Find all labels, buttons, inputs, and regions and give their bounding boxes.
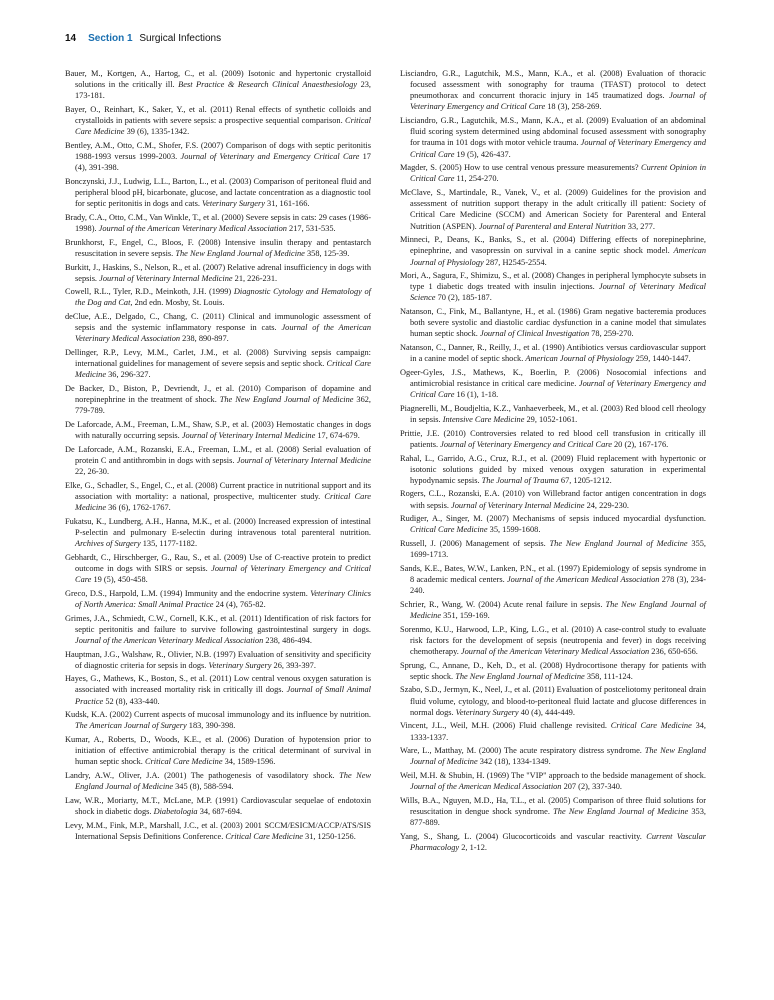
reference-citation: 22, 26-30. <box>75 467 110 477</box>
reference-journal: Veterinary Surgery <box>208 660 272 670</box>
reference-entry <box>400 342 706 364</box>
reference-entry <box>400 488 706 510</box>
reference-citation: 207 (2), 337-340. <box>561 782 622 792</box>
reference-citation: 16 (1), 1-18. <box>454 390 499 400</box>
reference-citation: 353, 877-889. <box>410 807 706 828</box>
reference-citation: 135, 1177-1182. <box>140 539 198 549</box>
reference-entry <box>400 831 706 853</box>
reference-citation: 20 (2), 167-176. <box>611 439 669 449</box>
reference-text: Lisciandro, G.R., Lagutchik, M.S., Mann, K.A., et al. (2009) Evaluation of an abdominal fluid scoring system determined using abdominal focused assessment with sonography for trauma in 101 dogs with motor vehicle trauma. <box>400 116 706 148</box>
reference-citation: 2, 1-12. <box>459 843 487 852</box>
reference-journal: Journal of Veterinary Internal Medicine <box>181 431 316 441</box>
reference-text: Bayer, O., Reinhart, K., Saker, Y., et al. (2011) Renal effects of synthetic colloids and crystalloids in patients with severe sepsis: a prospective sequential comparison. <box>65 104 371 126</box>
reference-journal: Journal of Veterinary Emergency and Critical Care <box>410 138 707 159</box>
reference-text: Vincent, J.L., Weil, M.H. (2006) Fluid challenge revisited. <box>400 721 611 731</box>
reference-journal: Current Opinion in Critical Care <box>410 163 706 184</box>
reference-journal: Journal of the American Veterinary Medical Association <box>460 647 650 656</box>
reference-entry <box>65 795 371 817</box>
reference-text: Levy, M.M., Fink, M.P., Marshall, J.C., et al. (2003) 2001 SCCM/ESICM/ACCP/ATS/SIS International Sepsis Definitions Conference. <box>65 820 371 841</box>
reference-journal: Critical Care Medicine <box>75 359 371 380</box>
reference-citation: 217, 531-535. <box>286 224 336 234</box>
section-title: Surgical Infections <box>139 33 222 44</box>
reference-text: Ware, L., Matthay, M. (2000) The acute respiratory distress syndrome. <box>400 746 645 756</box>
page-number: 14 <box>65 33 77 44</box>
reference-citation: 70 (2), 185-187. <box>435 293 492 303</box>
reference-journal: Archives of Surgery <box>75 539 141 549</box>
reference-journal: Journal of the American Veterinary Medical Association <box>75 323 371 344</box>
reference-entry <box>400 624 706 657</box>
reference-entry <box>400 403 706 425</box>
reference-text: Hauptman, J.G., Walshaw, R., Olivier, N.B. (1997) Evaluation of sensitivity and specificity of diagnostic criteria for sepsis in dogs. <box>65 649 371 670</box>
reference-journal: The New England Journal of Medicine <box>175 248 305 258</box>
reference-journal: Critical Care Medicine <box>610 721 692 731</box>
reference-text: Sorenmo, K.U., Harwood, L.P., King, L.G., et al. (2010) A case-control study to evaluate risk factors for the development of sepsis (neutropenia and fever) in dogs receiving chemotherapy. <box>400 624 706 656</box>
reference-journal: Journal of Veterinary and Emergency Critical Care <box>180 152 360 162</box>
reference-journal: Intensive Care Medicine <box>442 415 525 425</box>
reference-journal: The New England Journal of Medicine <box>75 771 372 792</box>
reference-citation: 19 (5), 426-437. <box>454 149 511 159</box>
reference-journal: Journal of the American Medical Association <box>410 782 562 792</box>
section-label: Section 1 <box>88 33 133 44</box>
reference-citation: 52 (8), 433-440. <box>103 696 160 706</box>
reference-journal: Journal of the American Veterinary Medical Association <box>98 224 287 234</box>
reference-text: Rogers, C.L., Rozanski, E.A. (2010) von Willebrand factor antigen concentration in dogs with sepsis. <box>400 489 706 510</box>
page-header <box>65 33 221 44</box>
reference-text: Minneci, P., Deans, K., Banks, S., et al. (2004) Differing effects of norepinephrine, epinephrine, and vasopressin on survival in a canine septic shock model. <box>400 235 706 256</box>
reference-text: Weil, M.H. & Shubin, H. (1969) The "VIP" approach to the bedside management of shock. <box>400 771 706 781</box>
reference-entry <box>65 262 371 284</box>
reference-text: Russell, J. (2006) Management of sepsis. <box>400 539 550 549</box>
reference-entry <box>65 212 371 234</box>
reference-journal: Critical Care Medicine <box>225 831 303 841</box>
reference-citation: 19 (5), 450-458. <box>91 575 148 585</box>
reference-citation: 21, 226-231. <box>232 273 278 283</box>
reference-text: Rudiger, A., Singer, M. (2007) Mechanisms of sepsis induced myocardial dysfunction. <box>400 514 706 524</box>
reference-entry <box>65 673 371 706</box>
reference-journal: Veterinary Clinics of North America: Small Animal Practice <box>75 588 371 609</box>
reference-text: Greco, D.S., Harpold, L.M. (1994) Immunity and the endocrine system. <box>65 588 311 598</box>
reference-text: Brunkhorst, F., Engel, C., Bloos, F. (2008) Intensive insulin therapy and pentastarch resuscitation in severe sepsis. <box>65 237 371 258</box>
reference-text: Burkitt, J., Haskins, S., Nelson, R., et al. (2007) Relative adrenal insufficiency in dogs with sepsis. <box>65 262 371 283</box>
reference-entry <box>65 734 371 767</box>
reference-citation: 29, 1052-1061. <box>524 415 578 425</box>
reference-entry <box>400 187 706 232</box>
reference-journal: The New England Journal of Medicine <box>410 746 706 767</box>
reference-entry <box>65 709 371 731</box>
reference-journal: Current Vascular Pharmacology <box>410 831 706 852</box>
reference-text: Mori, A., Sagura, F., Shimizu, S., et al. (2008) Changes in peripheral lymphocyte subsets in type 1 diabetic dogs treated with insulin injections. <box>400 271 706 292</box>
reference-text: Bonczynski, J.J., Ludwig, L.L., Barton, L., et al. (2003) Comparison of peritoneal fluid and peripheral blood pH, bicarbonate, glucose, and lactate concentration as a diagnostic tool for septic peritonitis in dogs and cats. <box>65 176 371 209</box>
reference-entry <box>65 444 371 477</box>
reference-citation: 358, 125-39. <box>304 248 350 258</box>
reference-citation: 24 (4), 765-82. <box>213 599 266 609</box>
reference-entry <box>400 660 706 682</box>
reference-citation: 11, 254-270. <box>454 174 499 184</box>
reference-entry <box>65 347 371 380</box>
reference-entry <box>400 745 706 767</box>
reference-entry <box>400 306 706 339</box>
reference-journal: Veterinary Surgery <box>202 199 265 209</box>
reference-text: Brady, C.A., Otto, C.M., Van Winkle, T., et al. (2000) Severe sepsis in cats: 29 cases (1986-1998). <box>65 212 371 234</box>
reference-text: Kumar, A., Roberts, D., Woods, K.E., et al. (2006) Duration of hypotension prior to initiation of effective antimicrobial therapy is the critical determinant of survival in human septic shock. <box>65 735 371 767</box>
reference-entry <box>65 311 371 344</box>
reference-entry <box>65 104 371 137</box>
reference-entry <box>400 453 706 486</box>
reference-journal: The New England Journal of Medicine <box>219 395 354 405</box>
reference-entry <box>65 480 371 513</box>
reference-journal: Journal of the American Medical Association <box>506 575 660 585</box>
reference-column-left <box>65 68 371 845</box>
reference-entry <box>400 234 706 267</box>
reference-text: Law, W.R., Moriarty, M.T., McLane, M.P. (1991) Cardiovascular sequelae of endotoxin shock in diabetic dogs. <box>65 795 371 817</box>
reference-entry <box>400 720 706 742</box>
reference-citation: 278 (3), 234-240. <box>410 575 706 596</box>
reference-citation: 33, 277. <box>625 221 655 231</box>
reference-text: Hayes, G., Mathews, K., Boston, S., et al. (2011) Low central venous oxygen saturation is associated with increased mortality risk in critically ill dogs. <box>65 674 371 695</box>
reference-journal: Best Practice & Research Clinical Anaesthesiology <box>178 80 358 90</box>
reference-text: Schrier, R., Wang, W. (2004) Acute renal failure in sepsis. <box>400 599 606 609</box>
reference-journal: The American Journal of Surgery <box>75 721 187 731</box>
reference-citation: 287, H2545-2554. <box>483 257 547 267</box>
reference-text: Natanson, C., Fink, M., Ballantyne, H., et al. (1986) Gram negative bacteremia produces both severe systolic and diastolic cardiac dysfunction in a canine model that simulates human septic shock. <box>400 307 706 339</box>
reference-journal: Critical Care Medicine <box>144 757 223 767</box>
reference-journal: Journal of Veterinary Emergency and Critical Care <box>75 563 372 585</box>
reference-entry <box>400 428 706 450</box>
reference-journal: Journal of Veterinary Internal Medicine <box>236 456 371 465</box>
reference-citation: 351, 159-169. <box>441 611 490 621</box>
reference-entry <box>400 162 706 184</box>
reference-journal: Critical Care Medicine <box>75 116 371 137</box>
reference-journal: Journal of Veterinary Internal Medicine <box>451 500 585 510</box>
reference-text: Lisciandro, G.R., Lagutchik, M.S., Mann, K.A., et al. (2008) Evaluation of thoracic focused assessment with sonography for trauma (TFAST) protocol to detect pneumothorax and concurrent thoracic injury in 145 traumatized dogs. <box>400 69 706 101</box>
reference-citation: 259, 1440-1447. <box>633 354 691 364</box>
reference-journal: Journal of Veterinary Medical Science <box>410 282 706 303</box>
reference-text: Magder, S. (2005) How to use central venous pressure measurements? <box>400 163 642 173</box>
reference-entry <box>65 286 371 308</box>
reference-entry <box>400 538 706 560</box>
reference-citation: 17 (4), 391-398. <box>75 152 371 173</box>
reference-citation: 34, 1589-1596. <box>222 757 276 767</box>
reference-entry <box>400 795 706 828</box>
reference-text: Bentley, A.M., Otto, C.M., Shofer, F.S. (2007) Comparison of dogs with septic peritonitis 1988-1993 versus 1999-2003. <box>65 140 371 162</box>
reference-journal: Diagnostic Cytology and Hematology of the Dog and Cat <box>75 287 371 308</box>
reference-text: Sands, K.E., Bates, W.W., Lanken, P.N., et al. (1997) Epidemiology of sepsis syndrome in 8 academic medical centers. <box>400 563 706 585</box>
reference-citation: , 2nd edn. Mosby, St. Louis. <box>130 298 225 308</box>
reference-entry <box>400 367 706 400</box>
reference-citation: 36, 296-327. <box>106 370 151 380</box>
reference-text: Rahal, L., Garrido, A.G., Cruz, R.J., et al. (2009) Fluid replacement with hypertonic or isotonic solutions guided by mixed venous oxygen saturation in experimental hypodynamic sepsis. <box>400 453 706 485</box>
reference-journal: The New England Journal of Medicine <box>410 599 706 621</box>
reference-text: Sprung, C., Annane, D., Keh, D., et al. (2008) Hydrocortisone therapy for patients with septic shock. <box>400 660 706 681</box>
reference-text: De Laforcade, A.M., Rozanski, E.A., Freeman, L.M., et al. (2008) Serial evaluation of protein C and antithrombin in dogs with sepsis. <box>65 444 371 465</box>
reference-journal: Diabetologia <box>153 807 198 817</box>
reference-text: McClave, S., Martindale, R., Vanek, V., et al. (2009) Guidelines for the provision and assessment of nutrition support therapy in the adult critically ill patient: Society of Critical Care Medicine (SCCM) and American Society for Parenteral and Enteral Nutrition (ASPEN). <box>400 188 706 231</box>
reference-entry <box>65 68 371 101</box>
reference-journal: Journal of Parenteral and Enteral Nutrition <box>478 221 626 231</box>
reference-text: Landry, A.W., Oliver, J.A. (2001) The pathogenesis of vasodilatory shock. <box>65 771 340 781</box>
reference-journal: Journal of Veterinary Emergency and Critical Care <box>410 379 706 400</box>
reference-citation: 35, 1599-1608. <box>487 525 541 535</box>
reference-citation: 31, 1250-1256. <box>302 831 356 841</box>
reference-text: Piagnerelli, M., Boudjeltia, K.Z., Vanhaeverbeek, M., et al. (2003) Red blood cell rheology in sepsis. <box>400 403 706 425</box>
reference-citation: 34, 1333-1337. <box>410 721 707 742</box>
reference-column-right <box>400 68 706 856</box>
reference-journal: Veterinary Surgery <box>455 707 519 717</box>
reference-journal: The New England Journal of Medicine <box>553 807 689 817</box>
reference-citation: 17, 674-679. <box>315 431 360 441</box>
reference-text: Wills, B.A., Nguyen, M.D., Ha, T.L., et al. (2005) Comparison of three fluid solutions for resuscitation in dengue shock syndrome. <box>400 795 706 817</box>
reference-text: Fukatsu, K., Lundberg, A.H., Hanna, M.K., et al. (2000) Increased expression of intestinal P-selectin and pulmonary E-selectin during intravenous total parenteral nutrition. <box>65 516 371 537</box>
reference-text: Bauer, M., Kortgen, A., Hartog, C., et al. (2009) Isotonic and hypertonic crystalloid solutions in the critically ill. <box>65 69 371 90</box>
reference-entry <box>65 770 371 792</box>
reference-text: De Laforcade, A.M., Freeman, L.M., Shaw, S.P., et al. (2003) Hemostatic changes in dogs with naturally occurring sepsis. <box>65 420 371 441</box>
reference-entry <box>65 419 371 441</box>
reference-citation: 362, 779-789. <box>75 395 372 416</box>
reference-citation: 18 (3), 258-269. <box>545 102 602 112</box>
reference-entry <box>65 237 371 259</box>
reference-citation: 78, 259-270. <box>589 329 634 339</box>
reference-journal: Journal of Veterinary Emergency and Critical Care <box>410 91 706 112</box>
reference-citation: 36 (6), 1762-1767. <box>106 503 171 513</box>
reference-citation: 31, 161-166. <box>264 199 310 209</box>
reference-citation: 238, 486-494. <box>263 635 312 645</box>
reference-citation: 358, 111-124. <box>584 671 633 681</box>
reference-entry <box>65 613 371 646</box>
reference-citation: 24, 229-230. <box>584 500 629 510</box>
reference-citation: 40 (4), 444-449. <box>518 707 575 717</box>
reference-text: Grimes, J.A., Schmiedt, C.W., Cornell, K.K., et al. (2011) Identification of risk factors for septic peritonitis and failure to survive following gastrointestinal surgery in dogs. <box>65 613 371 634</box>
reference-entry <box>65 383 371 416</box>
reference-entry <box>400 563 706 596</box>
reference-citation: 23, 173-181. <box>75 80 372 101</box>
reference-citation: 342 (18), 1334-1349. <box>477 757 551 767</box>
reference-journal: Critical Care Medicine <box>75 491 371 513</box>
reference-entry <box>65 820 371 842</box>
reference-journal: The New England Journal of Medicine <box>455 671 585 681</box>
reference-citation: 238, 890-897. <box>180 334 229 344</box>
reference-text: Szabo, S.D., Jermyn, K., Neel, J., et al. (2011) Evaluation of postceliotomy peritoneal drain fluid volume, cytology, and blood-to-peritoneal fluid lactate and glucose differences in normal dogs. <box>400 685 706 717</box>
reference-citation: 236, 650-656. <box>649 647 698 656</box>
reference-text: Yang, S., Shang, L. (2004) Glucocorticoids and vascular reactivity. <box>400 831 647 841</box>
reference-journal: Journal of Veterinary Emergency and Critical Care <box>440 439 612 449</box>
reference-citation: 26, 393-397. <box>271 660 316 670</box>
reference-text: Prittie, J.E. (2010) Controversies related to red blood cell transfusion in critically ill patients. <box>400 428 706 449</box>
reference-text: Kudsk, K.A. (2002) Current aspects of mucosal immunology and its influence by nutrition. <box>65 710 371 720</box>
reference-text: Natanson, C., Danner, R., Reilly, J., et al. (1990) Antibiotics versus cardiovascular support in a canine model of septic shock. <box>400 343 706 364</box>
reference-journal: American Journal of Physiology <box>525 354 634 364</box>
reference-citation: 183, 390-398. <box>186 721 236 731</box>
reference-entry <box>400 270 706 303</box>
reference-text: Cowell, R.L., Tyler, R.D., Meinkoth, J.H. (1999) <box>65 287 234 297</box>
reference-entry <box>65 140 371 173</box>
reference-citation: 355, 1699-1713. <box>410 539 707 560</box>
reference-entry <box>400 513 706 535</box>
reference-text: Ogeer-Gyles, J.S., Mathews, K., Boerlin, P. (2006) Nosocomial infections and antimicrobial resistance in critical care medicine. <box>400 367 706 389</box>
reference-entry <box>65 176 371 209</box>
reference-journal: Critical Care Medicine <box>410 525 488 535</box>
reference-entry <box>65 588 371 610</box>
reference-entry <box>400 599 706 621</box>
reference-entry <box>400 684 706 717</box>
reference-entry <box>65 552 371 585</box>
reference-journal: The New England Journal of Medicine <box>549 539 688 549</box>
reference-citation: 34, 687-694. <box>197 807 243 817</box>
reference-entry <box>400 115 706 160</box>
reference-entry <box>65 516 371 549</box>
reference-text: deClue, A.E., Delgado, C., Chang, C. (2011) Clinical and immunologic assessment of sepsis and the systemic inflammatory response in cats. <box>65 312 371 333</box>
reference-journal: Journal of Veterinary Internal Medicine <box>99 273 233 283</box>
reference-journal: Journal of Clinical Investigation <box>479 329 590 339</box>
reference-citation: 67, 1205-1212. <box>558 475 612 485</box>
reference-journal: The Journal of Trauma <box>481 475 559 485</box>
reference-entry <box>400 68 706 113</box>
reference-text: Elke, G., Schadler, S., Engel, C., et al. (2008) Current practice in nutritional support and its association with mortality: a national, prospective, multicenter study. <box>65 480 371 501</box>
reference-citation: 345 (8), 588-594. <box>173 782 234 792</box>
reference-entry <box>400 770 706 792</box>
reference-journal: Journal of the American Veterinary Medical Association <box>75 635 264 645</box>
reference-entry <box>65 649 371 671</box>
reference-journal: American Journal of Physiology <box>410 246 706 267</box>
reference-citation: 39 (6), 1335-1342. <box>124 127 190 137</box>
reference-text: Dellinger, R.P., Levy, M.M., Carlet, J.M., et al. (2008) Surviving sepsis campaign: international guidelines for management of severe sepsis and septic shock. <box>65 348 371 369</box>
reference-journal: Journal of Small Animal Practice <box>75 685 371 706</box>
reference-text: De Backer, D., Biston, P., Devriendt, J., et al. (2010) Comparison of dopamine and norepinephrine in the treatment of shock. <box>65 384 371 405</box>
reference-text: Gebhardt, C., Hirschberger, G., Rau, S., et al. (2009) Use of C-reactive protein to predict outcome in dogs with SIRS or sepsis. <box>65 552 371 573</box>
